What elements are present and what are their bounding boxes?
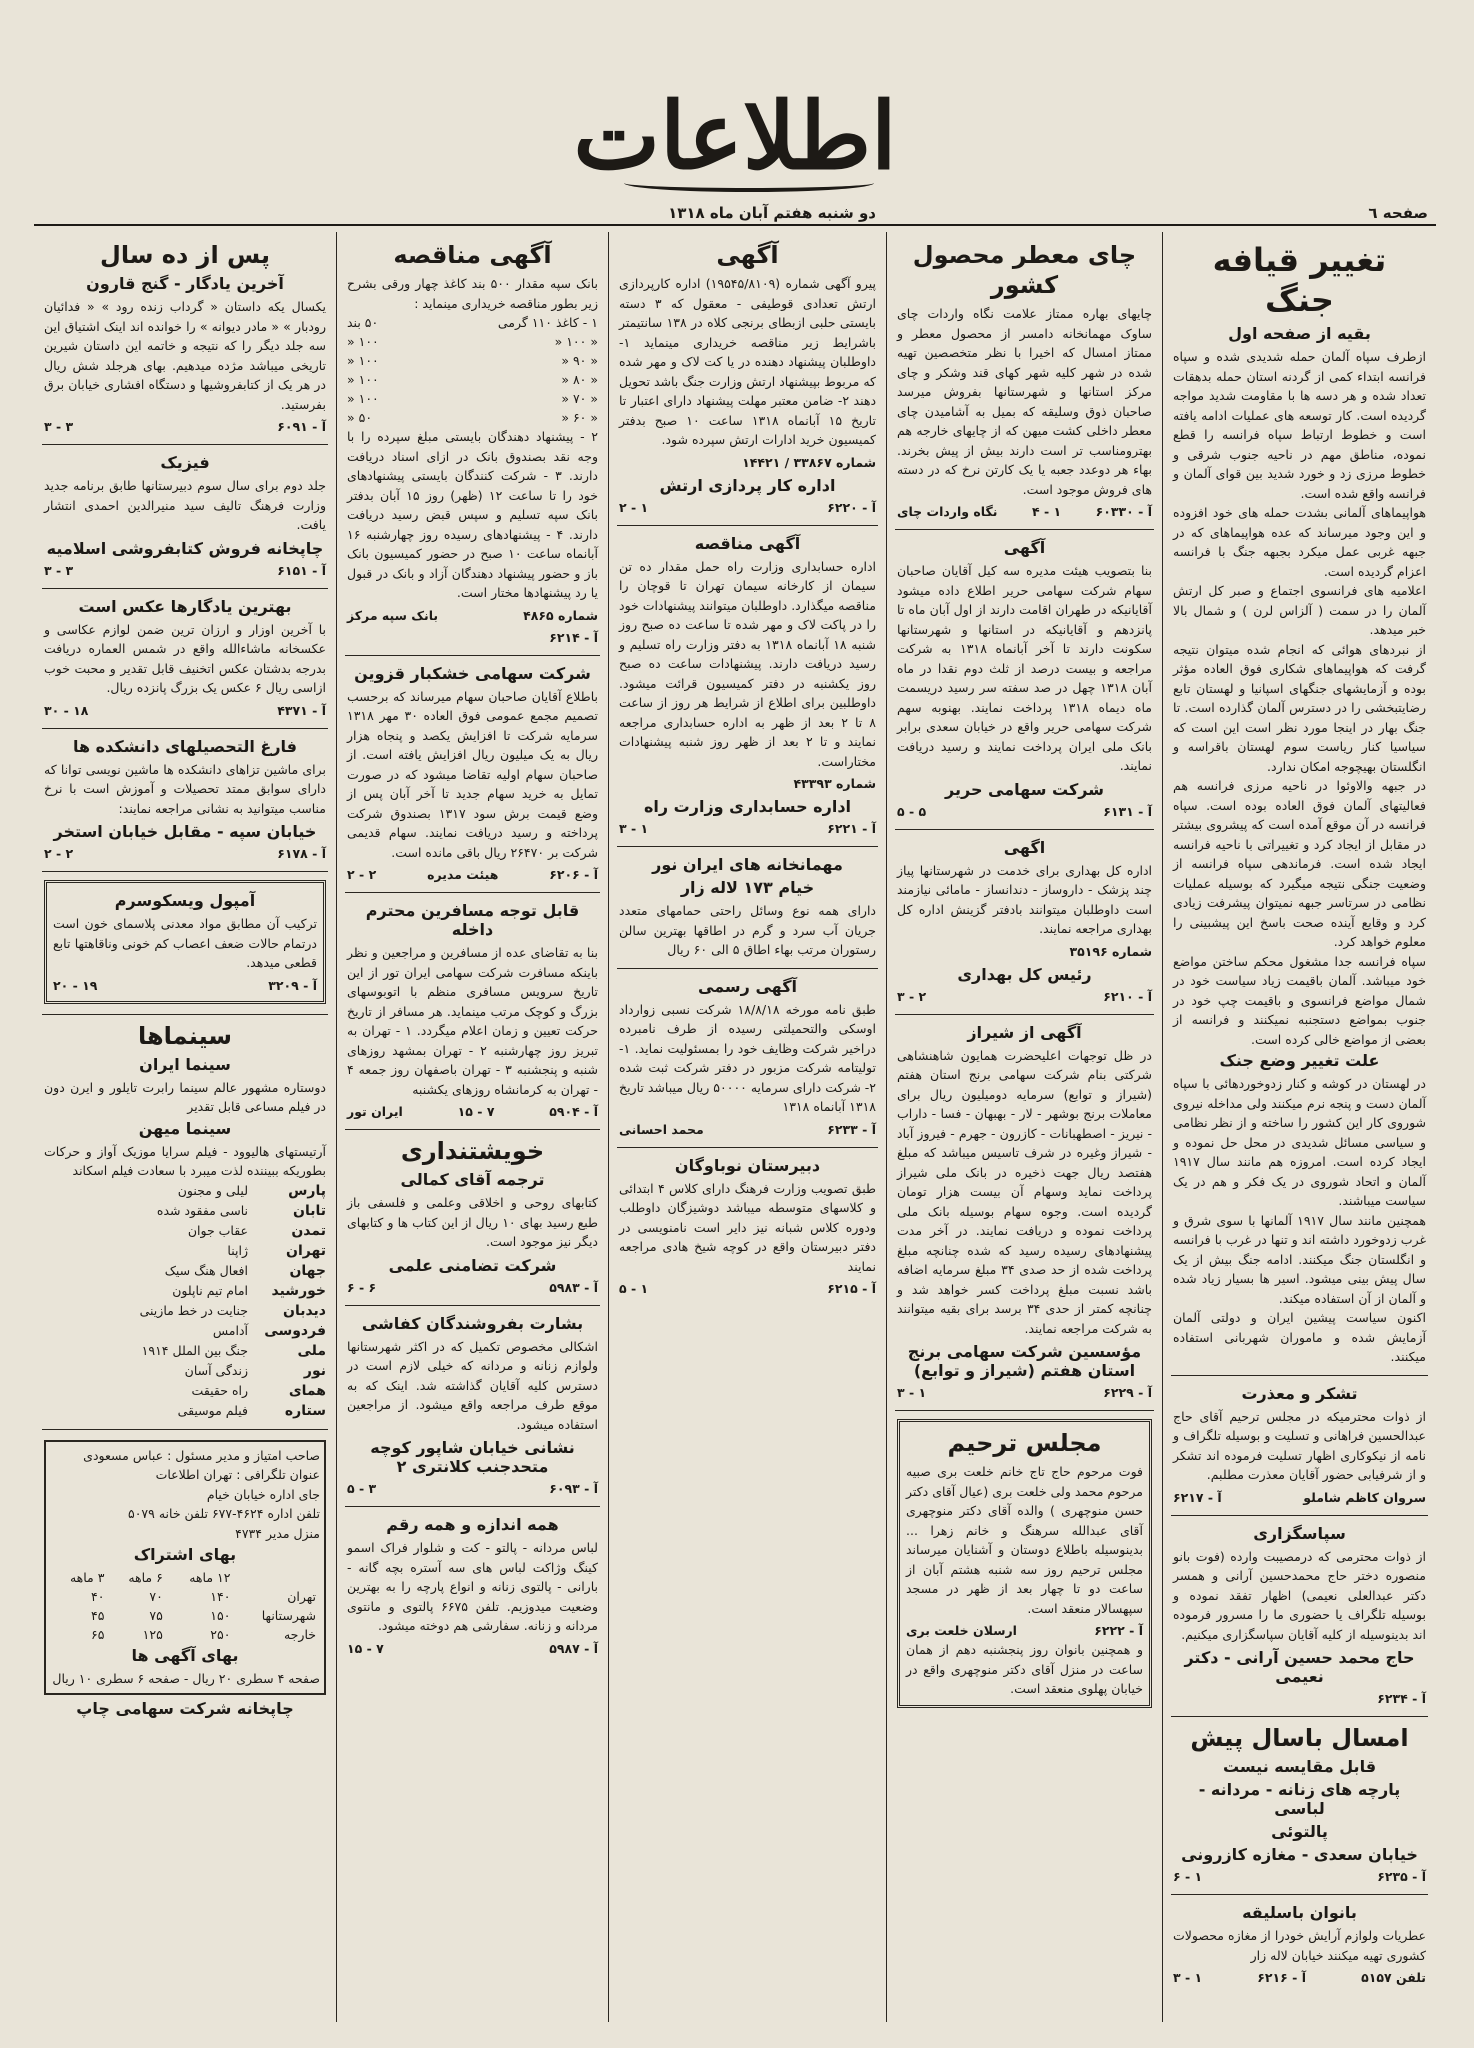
tender-num: شماره ۴۳۳۹۳ bbox=[793, 776, 876, 791]
army-footer bbox=[619, 499, 876, 517]
table-row: تهران ۱۴۰ ۷۰ ۴۰ bbox=[91, 1589, 316, 1604]
shiraz-title: آگهی از شیراز bbox=[967, 1022, 1082, 1042]
hygiene-footer bbox=[897, 988, 1152, 1006]
appreciation-title: سپاسگزاری bbox=[1253, 1523, 1346, 1543]
novel-ad bbox=[42, 234, 328, 445]
bank-sig: بانک سپه مرکز bbox=[347, 607, 439, 623]
photo-footer bbox=[44, 702, 326, 720]
masthead-swoosh bbox=[624, 174, 874, 192]
army-num: شماره ۳۳۸۶۷ / ۱۴۴۲۱ bbox=[742, 454, 876, 470]
tender-sig: اداره حسابداری وزارت راه bbox=[643, 797, 852, 816]
newspaper-page bbox=[34, 62, 1436, 2034]
shoes-ad bbox=[345, 1306, 600, 1508]
physics-run: ۳ - ۳ bbox=[44, 562, 74, 578]
war-p1: ازطرف سپاه آلمان حمله شدیدی شده و سپاه فرانسه ابتداء کمی از گردنه استان حمله بدهقات تعداد شده و هر دسه ها با مقاومت شدید مواجه گردیده است. کار توسعه های عملیات ادامه یافته است و خطوط ارتباط سپاه فرانسه را قطع نموده، مناطق مهم در ناحیه جنوب شرقی و خطوط مرزی زد و خورد شدید بین قوای آلمان و فرانسه واقع شده است. bbox=[1173, 349, 1426, 501]
tender-run: ۱ - ۳ bbox=[619, 821, 649, 836]
imprint-l4: تلفن اداره ۴۶۲۴-۶۷۷ تلفن خانه ۵۰۷۹ bbox=[128, 1506, 320, 1521]
official-notice bbox=[617, 969, 878, 1148]
ladies-ad bbox=[1171, 1895, 1428, 1995]
qazvin-sig: هیئت مدیره bbox=[427, 867, 499, 882]
cinema-mihan-text: آرتیستهای هالیوود - فیلم سرایا موزیک آواز و حرکات بطوریکه ببیننده لذت میبرد با سعادت فیلم اسکاند bbox=[44, 1143, 326, 1178]
bank-paper-list bbox=[347, 313, 598, 427]
memorial-sig: ارسلان خلعت بری bbox=[906, 1623, 1017, 1638]
cinema-row: ملی جنگ بین الملل ۱۹۱۴ bbox=[141, 1342, 326, 1359]
dateline bbox=[34, 202, 1436, 226]
fabric-ad bbox=[1171, 1717, 1428, 1895]
cinema-row: پارس لیلی و مجنون bbox=[177, 1182, 326, 1199]
books-footer bbox=[347, 1279, 598, 1297]
army-sig: اداره کار پردازی ارتش bbox=[659, 475, 836, 495]
books-run: ۶ - ۶ bbox=[347, 1279, 377, 1295]
bank-tender bbox=[345, 234, 600, 656]
column-2 bbox=[886, 232, 1162, 2022]
bank-row: « ۹۰ « ۱۰۰ « bbox=[347, 353, 598, 368]
qazvin-notice bbox=[345, 656, 600, 894]
novel-run: ۳ - ۳ bbox=[44, 419, 74, 434]
bank-num: شماره ۴۸۶۵ bbox=[523, 607, 598, 623]
novel-sub: آخرین یادگار - گنج قارون bbox=[86, 274, 284, 293]
cinema-row: تمدن عقاب جوان bbox=[187, 1222, 326, 1239]
ladies-tel: تلفن ۵۱۵۷ bbox=[1361, 1970, 1426, 1985]
physics-code: آ - ۶۱۵۱ bbox=[277, 562, 326, 578]
fabric-run: ۱ - ۶ bbox=[1173, 1869, 1203, 1884]
tea-text: چایهای بهاره ممتاز علامت نگاه واردات چای ساوک مهمانخانه دامسر از محصول معطر و ممتاز امسال که اخیرا با نظر متخصصین تهیه شده در شهر کلیه شهر کهای قند وشکر و چای مرکز استانها و شهرستانها بفروش میرسد صاحبان ذوق وسلیقه که بمیل به آشامیدن چای معطر داخلی کشت میهن که از چایهای خارجه هم بهترومناسب تر است دارند بیش از پیش بخرند. بهاء هر دوعدد جعبه یا یک کارتن نرخ که در دسته های فروش موجود است. bbox=[897, 306, 1152, 497]
tea-title: چای معطر محصول کشور bbox=[912, 241, 1137, 299]
page-number: صفحه ٦ bbox=[1368, 204, 1428, 222]
tender-title: آگهی مناقصه bbox=[694, 533, 801, 553]
fabric-l4: خیابان سعدی - مغازه کازرونی bbox=[1181, 1845, 1418, 1864]
army-title: آگهی bbox=[716, 241, 779, 269]
physics-title: فیزیک bbox=[160, 453, 210, 472]
graduates-run: ۲ - ۲ bbox=[44, 846, 74, 861]
subscription-table bbox=[50, 1568, 320, 1644]
imprint-box bbox=[42, 1430, 328, 1730]
shoes-run: ۳ - ۵ bbox=[347, 1481, 377, 1496]
photo-run: ۱۸ - ۳۰ bbox=[44, 702, 89, 718]
memorial-footer bbox=[906, 1622, 1143, 1640]
bank-intro: بانک سپه مقدار ۵۰۰ بند کاغذ چهار ورقی بشرح زیر بطور مناقصه خریداری مینماید : bbox=[347, 276, 598, 311]
memorial-notice bbox=[895, 1411, 1154, 1718]
war-p4: از نبردهای هوائی که انجام شده میتوان نتیجه گرفت که هواپیماهای شکاری فوق العاده مؤثر بوده و آزمایشهای جنگهای اسپانیا و لهستان تابع رضایتبخشی را در دسترس آلمان گذارده است. تا جنگ بهار در اینجا مورد نظر است این است که سیاسیا کنار ریاست سوم لهستان باقراسه و انگلستان بهیچوجه امکان ندارد. bbox=[1173, 641, 1426, 774]
cinema-row: فردوسی آدامس bbox=[212, 1322, 326, 1339]
graduates-code: آ - ۶۱۷۸ bbox=[277, 846, 326, 861]
hotel-text: دارای همه نوع وسائل راحتی حمامهای متعدد جریان آب سرد و گرم در اطاقها بهترین سالن رستوران مرتب بهاء اطاق ۵ الی ۶۰ ریال bbox=[619, 903, 876, 957]
memorial-p2: و همچنین بانوان روز پنجشنبه دهم از همان ساعت در منزل آقای دکتر منوچهری واقع در خیابان پهلوی منعقد است. bbox=[906, 1642, 1143, 1696]
bank-title: آگهی مناقصه bbox=[393, 241, 552, 269]
war-p3: اعلامیه های فرانسوی اجتماع و صبر کل ارتش آلمان را در سمت ( آلزاس لرن ) و شمال بالا خبر میدهد. bbox=[1173, 583, 1426, 637]
imprint-l3: جای اداره خیابان خیام bbox=[206, 1486, 320, 1502]
war-p5: در جبهه والاوئوا در ناحیه مرزی فرانسه هم فعالیتهای آلمان فوق العاده بوده است. سپاه فرانسه در آن موقع آمده است که پیشروی بیشتر در مقابل از ایجاد کرد و تغییراتی با ناحیه فرانسه ایجاد شده است. فرماندهی سپاه فرانسه از وضعیت جنگی نتیجه میگیرد که بوسیله عملیات نظامی در سرتاسر جبهه نمیتوان پیشرفت زیادی کرد و وقایع آینده صحت باسخ این پیشبینی را معلوم خواهد کرد. bbox=[1173, 778, 1426, 949]
hygiene-run: ۲ - ۳ bbox=[897, 988, 927, 1004]
physics-ad bbox=[42, 445, 328, 589]
fabric-l1: قابل مقایسه نیست bbox=[1222, 1757, 1377, 1776]
war-h2: علت تغییر وضع جنک bbox=[1219, 1051, 1380, 1070]
ladies-run: ۱ - ۳ bbox=[1173, 1970, 1203, 1985]
bank-code: آ - ۶۲۱۴ bbox=[549, 629, 598, 645]
imprint-l2: عنوان تلگرافی : تهران اطلاعات bbox=[155, 1467, 320, 1482]
novel-code: آ - ۶۰۹۱ bbox=[277, 419, 326, 434]
memorial-code: آ - ۶۲۲۲ bbox=[1094, 1623, 1143, 1638]
army-text: پیرو آگهی شماره (۱۹۵۴۵/۸۱۰۹) اداره کارپردازی ارتش تعدادی قوطیفی - معقول که ۳ دسته بایستی حلبی ازبطای برنجی کلاه در ۱۳۸ سانتیمتر باشرایط زیر مناقصه خریداری مینماید ۱- داوطلبان پیشنهاد دهنده در یا کت لاک و مهر شده که مربوط بپیشنهاد ارتش وزارت جنگ باشد تحویل دهند ۲- ضامن معتبر مهلت پیشنهاد دارای اعتبار تا تاریخ ۱۵ آبانماه ۱۳۱۸ ساعت ۱۰ صبح بدفتر کمیسیون خرید ادارات ارتش سپرده شود. bbox=[619, 276, 877, 447]
masthead bbox=[34, 82, 1436, 202]
fabric-l2: پارچه های زنانه - مردانه - لباسی bbox=[1198, 1780, 1401, 1818]
fabric-l3: پالتوئی bbox=[1271, 1822, 1328, 1841]
qazvin-footer bbox=[347, 866, 598, 884]
column-3 bbox=[608, 232, 886, 2022]
shoes-sig: نشانی خیابان شاپور کوچه متحدجنب کلانتری ۲ bbox=[370, 1438, 575, 1476]
travel-code: آ - ۵۹۰۴ bbox=[549, 1104, 598, 1119]
thanks-code: آ - ۶۲۱۷ bbox=[1173, 1489, 1222, 1505]
column-4 bbox=[336, 232, 608, 2022]
tea-run: ۱ - ۴ bbox=[1031, 504, 1062, 519]
hotel-title: مهمانخانه های ایران نور bbox=[652, 855, 843, 874]
tender-footer bbox=[619, 820, 876, 838]
cinema-row: خورشید امام تیم ناپلون bbox=[172, 1282, 326, 1299]
column-5 bbox=[34, 232, 336, 2022]
school-code: آ - ۶۲۱۵ bbox=[827, 1281, 876, 1296]
bank-row: ۱ - کاغذ ۱۱۰ گرمی ۵۰ بند bbox=[347, 315, 598, 330]
bank-text: ۲ - پیشنهاد دهندگان بایستی مبلغ سپرده را با وجه نقد بصندوق بانک در ازای اسناد دریافت دارند. ۳ - شرکت کنندگان بایستی پیشنهادهای خود را تا ساعت ۱۲ (ظهر) روز ۱۵ آبان بدفتر بانک سپه تسلیم و سپس قبض رسید دریافت دارند. ۴ - پیشنهادهای رسیده روز چهارشنبه ۱۶ آبانماه ساعت ۱۰ صبح در حضور کمیسیون بانک باز و حضور پیشنهاد دهندگان آزاد و بانک در قبول یا رد پیشنهادها مختار است. bbox=[347, 429, 598, 600]
imprint-ads-text: صفحه ۴ سطری ۲۰ ریال - صفحه ۶ سطری ۱۰ ریال bbox=[52, 1671, 320, 1686]
physics-sig: چاپخانه فروش کتابفروشی اسلامیه bbox=[46, 538, 324, 558]
hygiene-num-row bbox=[897, 943, 1152, 961]
column-1 bbox=[1162, 232, 1436, 2022]
novel-footer bbox=[44, 418, 326, 436]
appreciation-footer bbox=[1173, 1690, 1426, 1708]
cinema-listings bbox=[42, 1015, 328, 1430]
graduates-title: فارغ التحصیلهای دانشکده ها bbox=[72, 736, 298, 756]
ampoule-footer bbox=[53, 977, 317, 995]
qazvin-run: ۲ - ۲ bbox=[347, 867, 377, 882]
school-footer bbox=[619, 1280, 876, 1298]
books-sub: ترجمه آقای کمالی bbox=[400, 1170, 545, 1189]
cinema-row: ستاره فیلم موسیقی bbox=[177, 1402, 326, 1419]
books-sig: شرکت تضامنی علمی bbox=[388, 1255, 557, 1275]
thanks-sig: سروان کاظم شاملو bbox=[1303, 1489, 1426, 1505]
shiraz-notice bbox=[895, 1015, 1154, 1412]
photo-title: بهترین یادگارها عکس است bbox=[78, 596, 292, 616]
army-code: آ - ۶۲۲۰ bbox=[827, 499, 876, 515]
table-row: شهرستانها ۱۵۰ ۷۵ ۴۵ bbox=[91, 1608, 316, 1623]
bank-footer bbox=[347, 629, 598, 647]
silk-footer bbox=[897, 803, 1152, 821]
qazvin-code: آ - ۶۲۰۶ bbox=[549, 867, 598, 882]
travel-sig: ایران تور bbox=[347, 1104, 403, 1119]
ladies-code: آ - ۶۲۱۶ bbox=[1257, 1970, 1306, 1985]
imprint-l5: منزل مدیر ۴۷۳۴ bbox=[235, 1525, 320, 1541]
school-title: دبیرستان نوباوگان bbox=[674, 1155, 821, 1175]
war-p2: هواپیماهای آلمانی بشدت حمله های خود افزوده و این وجود میرساند که عده هواپیماهای که در جبهه غربی عمل میکرد بجبهه جنگ با فرانسه اعزام گردیده است. bbox=[1173, 505, 1426, 579]
photo-ad bbox=[42, 589, 328, 729]
photo-code: آ - ۴۳۷۱ bbox=[277, 702, 326, 718]
travel-run: ۷ - ۱۵ bbox=[457, 1104, 495, 1119]
ampoule-run: ۱۹ - ۲۰ bbox=[53, 977, 98, 993]
clothes-title: همه اندازه و همه رقم bbox=[386, 1515, 559, 1534]
table-row: خارجه ۲۵۰ ۱۲۵ ۶۵ bbox=[91, 1627, 316, 1642]
war-sub: بقیه از صفحه اول bbox=[1228, 324, 1371, 343]
war-title: تغییر قیافه جنگ bbox=[1212, 241, 1387, 319]
official-code: آ - ۶۲۳۳ bbox=[827, 1121, 876, 1137]
imprint-frame bbox=[44, 1440, 326, 1695]
clothes-text: لباس مردانه - پالتو - کت و شلوار فراک اسمو کینگ وژاکت لباس های سه آستره بچه گانه - بارانی - پالتوی زنانه و انواع پارچه را به بهترین وضعیت میدوزیم. تلفن ۶۶۷۵ پالتوی و مانتوی مردانه و زنانه. سفارشی هم دوخته میشود. bbox=[347, 1540, 598, 1633]
hygiene-notice bbox=[895, 830, 1154, 1015]
shoes-footer bbox=[347, 1480, 598, 1498]
physics-text: جلد دوم برای سال سوم دبیرستانها طابق برنامه جدید وزارت فرهنگ تالیف سید منیرالدین احمدی انتشار یافت. bbox=[44, 478, 326, 532]
hygiene-text: اداره کل بهداری برای خدمت در شهرستانها پیاز چند پزشک - داروساز - دندانساز - مامائی نیازمند است داوطلبان میتوانند بادفتر گزینش اداره کل بهداری مراجعه نمایند. bbox=[897, 862, 1152, 936]
cinema-row: تابان ناسی مفقود شده bbox=[156, 1202, 326, 1219]
war-article bbox=[1171, 234, 1428, 1376]
shiraz-sig: مؤسسین شرکت سهامی برنج استان هفتم (شیراز و توابع) bbox=[907, 1342, 1142, 1380]
official-title: آگهی رسمی bbox=[698, 976, 797, 996]
thanks-title: تشکر و معذرت bbox=[1241, 1383, 1358, 1403]
imprint-l1: صاحب امتیاز و مدیر مسئول : عباس مسعودی bbox=[83, 1447, 320, 1463]
cinema-row: تهران ژاپنا bbox=[227, 1242, 326, 1259]
official-sig: محمد احسانی bbox=[619, 1121, 704, 1137]
travel-title: قابل توجه مسافرین محترم داخله bbox=[365, 901, 580, 939]
hotel-ad bbox=[617, 847, 878, 969]
graduates-ad bbox=[42, 729, 328, 873]
books-title: خویشتنداری bbox=[400, 1137, 545, 1165]
novel-text: یکسال یکه داستان « گرداب زنده رود » « فدائیان رودبار » « مادر دیوانه » را خوانده اند اینک اشتیاق این سه جلد دیگر را که نتیجه و خاتمه این داستان شیرین تاریخی میباشد مژده میدهیم. بهای هرجلد شش ریال در هر یک از کتابفروشیها و دستگاه افشاری خیابان برق بفرستید. bbox=[44, 299, 326, 412]
cinema-iran-text: دوستاره مشهور عالم سینما رابرت تایلور و ایرن دون در فیلم مساعی قابل تقدیر bbox=[44, 1079, 326, 1114]
travel-footer bbox=[347, 1103, 598, 1121]
hygiene-sig: رئیس کل بهداری bbox=[957, 964, 1092, 984]
cinema-row: دیدبان جنایت در خط مازینی bbox=[139, 1302, 326, 1319]
bank-row: « ۸۰ « ۱۰۰ « bbox=[347, 372, 598, 387]
tender-text: اداره حسابداری وزارت راه حمل مقدار ده تن سیمان از کارخانه سیمان تهران تا قوچان را مناقصه میگذارد. داوطلبان میتوانند پیشنهادات خود را در پاکت لاک و مهر شده تا ساعت ده صبح روز شنبه ۱۸ آبانماه ۱۳۱۸ به دفتر وزارت راه تسلیم و رسید دریافت دارند. پیشنهادات ساعت ده صبح روز یکشنبه در دفتر کمیسیون قرائت میشود. داوطلبین برای اطلاع از شرایط هر روز از ساعت ۸ تا ۲ بعد از ظهر به اداره حسابداری مراجعه نمایند و تا ۲ بعد از ظهر روز شنبه پیشنهادات مختاراست. bbox=[619, 558, 877, 769]
imprint-rates-title: بهای اشتراک bbox=[133, 1545, 237, 1564]
newspaper-title: اطلاعات bbox=[573, 82, 897, 190]
official-footer bbox=[619, 1121, 876, 1139]
photo-text: با آخرین اوزار و ارزان ترین ضمن لوازم عکاسی و عکسخانه ماشاءالله واقع در شمس العماره دریافت بدرجه بدشتان عکس اتخنیف قابل تقدیر و محبت خوب ازاسی ریال ۶ عکس یک بزرگ پانزده ریال. bbox=[44, 621, 326, 695]
ampoule-text: ترکیب آن مطابق مواد معدنی پلاسمای خون است درتمام حالات ضعف اعصاب کم خونی وناقاهتها تابع قطعی میدهد. bbox=[53, 916, 317, 970]
tender-code: آ - ۶۲۲۱ bbox=[827, 821, 876, 836]
cinema-row: همای راه حقیقت bbox=[191, 1382, 326, 1399]
tea-ad bbox=[895, 234, 1154, 530]
clothes-run: ۷ - ۱۵ bbox=[347, 1640, 384, 1656]
hygiene-title: اگهی bbox=[1003, 837, 1046, 857]
ladies-footer bbox=[1173, 1969, 1426, 1987]
silk-title: آگهی bbox=[1003, 538, 1046, 557]
books-text: کتابهای روحی و اخلاقی وعلمی و فلسفی باز طبع رسید بهای ۱۰ ریال از این کتاب ها و کتابهای دیگر نیز موجود است. bbox=[347, 1195, 598, 1249]
army-notice bbox=[617, 234, 878, 526]
fabric-title: امسال باسال پیش bbox=[1190, 1724, 1409, 1752]
qazvin-title: شرکت سهامی خشکبار قزوین bbox=[354, 663, 591, 683]
imprint-ads-title: بهای آگهی ها bbox=[131, 1646, 239, 1665]
school-ad bbox=[617, 1148, 878, 1307]
imprint-press: چاپخانه شرکت سهامی چاپ bbox=[76, 1698, 294, 1718]
tea-code: آ - ۶۰۳۳۰ bbox=[1095, 504, 1152, 519]
memorial-frame bbox=[897, 1419, 1152, 1708]
ladies-title: بانوان باسلیقه bbox=[1242, 1903, 1357, 1922]
appreciation-notice bbox=[1171, 1516, 1428, 1718]
silk-notice bbox=[895, 530, 1154, 830]
shoes-code: آ - ۶۰۹۳ bbox=[549, 1481, 598, 1496]
ampoule-title: آمپول ویسکوسرم bbox=[114, 891, 256, 910]
silk-run: ۵ - ۵ bbox=[897, 803, 927, 819]
issue-date: دو شنبه هفتم آبان ماه ۱۳۱۸ bbox=[668, 204, 876, 222]
appreciation-sig: حاج محمد حسین آرانی - دکتر نعیمی bbox=[1184, 1648, 1415, 1686]
silk-text: بنا بتصویب هیئت مدیره سه کیل آقایان صاحبان سهام شرکت سهامی حریر اطلاع داده میشود آقایانیکه در طهران اقامت دارند از اول آبان ماه تا پانزدهم و آقایانیکه در استانها و شهرستانها سکونت دارند تا آخر آبانماه ۱۳۱۸ به شرکت مراجعه و بیست درصد از ثلث دوم نقدا در ماه آبان ۱۳۱۸ چهل در صد سفته سر رسید دریسمت ماه دیماه ۱۳۱۸ پرداخت نمایند. بهنوبه سهم شرکت سهامی حریر واقع در خیابان سعدی برابر بانک ملی ایران پرداخت نمایند و رسید دریافت نمایند. bbox=[897, 563, 1153, 773]
graduates-text: برای ماشین تزاهای دانشکده ها ماشین نویسی توانا که دارای سوابق ممتد تحصیلات و آموزش است با نرخ مناسب میتوانید به نشانی مراجعه نمایند: bbox=[44, 761, 326, 816]
tender-num-row bbox=[619, 775, 876, 793]
fabric-code: آ - ۶۲۳۵ bbox=[1377, 1869, 1426, 1884]
books-code: آ - ۵۹۸۳ bbox=[549, 1279, 598, 1295]
novel-title: پس از ده سال bbox=[100, 241, 270, 269]
shiraz-run: ۱ - ۳ bbox=[897, 1385, 927, 1400]
thanks-text: از ذوات محترمیکه در مجلس ترحیم آقای حاج عبدالحسین فراهانی و تسلیت و بوسیله تلگراف و نامه از نیکوکاری اظهار تسلیت فرموده اند تشکر و از شرفیابی حضور آقایان معذرت مطلبم. bbox=[1173, 1408, 1426, 1482]
hotel-sub: خیام ۱۷۳ لاله زار bbox=[680, 878, 815, 897]
table-row: ۱۲ ماهه ۶ ماهه ۳ ماهه bbox=[69, 1570, 231, 1585]
hygiene-num: شماره ۳۵۱۹۶ bbox=[1069, 943, 1152, 959]
bank-row: « ۷۰ « ۱۰۰ « bbox=[347, 391, 598, 406]
cinema-title: سینماها bbox=[138, 1021, 232, 1050]
travel-notice bbox=[345, 893, 600, 1130]
qazvin-text: باطلاع آقایان صاحبان سهام میرساند که برحسب تصمیم مجمع عمومی فوق العاده ۳۰ مهر ۱۳۱۸ سرمایه شرکت تا افزایش یکصد و پنجاه هزار ریال به یک میلیون ریال افزایش یافته است. از صاحبان سهام اولیه تقاضا میشود که در صورت تمایل به خرید سهام جدید تا آخر آبان پس از وضع قیمت برش سود ۱۳۱۷ بصندوق شرکت پرداخته و رسید دریافت نمایند. سهام قدیمی شرکت بر ۲۶۴۷۰ ریال باقی مانده است. bbox=[347, 688, 598, 860]
shiraz-text: در ظل توجهات اعلیحضرت همایون شاهنشاهی شرکتی بنام شرکت سهامی برنج استان هفتم (شیراز و توابع) سرمایه دومیلیون ریال برای معاملات برنج بوشهر - لار - بهبهان - فسا - داراب - نیریز - اصطهبانات - کازرون - جهرم - فیروز آباد - شیراز وغیره در شرف تاسیس میباشد که مبلغ هفتصد ریال جهت ذخیره در بانک ملی شیراز پرداخت نماید وسهام آن بیست هزار تومان گردیده است. وجوه سهام بوسیله بانک ملی پرداخت نموده و دریافت نمایند. در آخر مدت پیشنهادهای رسیده رسید که شده چنانچه مبلغ پرداخت شده از حد صدی ۳۴ مبلغ سرمایه اضافه باشد نسبت مبلغ پرداخت کسر خواهد شد و چنانچه کمتر از حدی ۳۴ برسد برای بقیه میتوانند به شرکت مراجعه نمایند. bbox=[897, 1047, 1152, 1336]
memorial-title: مجلس ترحیم bbox=[947, 1429, 1102, 1457]
cinema-row: نور زندگی آسان bbox=[184, 1362, 326, 1379]
tea-sig: نگاه واردات چای bbox=[897, 504, 998, 519]
physics-footer bbox=[44, 562, 326, 580]
ampoule-ad bbox=[42, 872, 328, 1015]
books-ad bbox=[345, 1130, 600, 1306]
clothes-code: آ - ۵۹۸۷ bbox=[549, 1640, 598, 1656]
ampoule-frame bbox=[44, 880, 326, 1004]
fabric-footer bbox=[1173, 1868, 1426, 1886]
silk-sig: شرکت سهامی حریر bbox=[945, 779, 1104, 799]
bank-meta bbox=[347, 607, 598, 625]
cinema-iran: سینما ایران bbox=[139, 1054, 231, 1074]
appreciation-text: از ذوات محترمی که درمصیبت وارده (فوت بانو منصوره دختر حاج محمدحسین آرانی و همسر دکتر عبدالعلی نعیمی) اظهار تفقد نموده و بوسیله تلگراف یا حضوری ما را مسرور فرموده اند بدینوسیله از کلیه آقایان سپاسگزاری میکنیم. bbox=[1173, 1548, 1426, 1642]
ladies-text: عطریات ولوازم آرایش خودرا از مغازه محصولات کشوری تهیه میکنند خیابان لاله زار bbox=[1173, 1928, 1426, 1963]
memorial-text: فوت مرحوم حاج تاج خانم خلعت بری صبیه مرحوم محمد ولی خلعت بری (عیال آقای دکتر حسن منوچهری ) والده آقای دکتر منوچهری آقای عبدالله سرهنگ و خانم زهرا ... بدینوسیله باطلاع دوستان و آشنایان میرساند مجلس ترحیم روز سه شنبه هشتم آبان از ساعت دو تا چهار بعد از ظهر در مسجد سپهسالار منعقد است. bbox=[906, 1464, 1143, 1616]
war-p7: در لهستان در کوشه و کنار زدوخوردهائی با سپاه آلمان دست و پنجه نرم میکنند ولی مداخله نیروی شوروی کار این کشور را ساخته و از نظر نظامی و سیاسی مسائل شدیدی در محل حل نموده و ایجاد کرده است. امروزه هم مانند سال ۱۹۱۷ آلمان و اتحاد شوروی در یک فکر و هم در یک سیاست میباشند. bbox=[1173, 1076, 1426, 1208]
hygiene-code: آ - ۶۲۱۰ bbox=[1103, 988, 1152, 1004]
war-p6: سپاه فرانسه جدا مشغول محکم ساختن مواضع خود میباشد. آلمان باقیمت زیاد سیاست خود در شمال مواضع فرانسوی و باقیمت چپ خود در جنوب بمواضع دستجنبه نمیکنند و فرانسه از بعضی از مواضع خالی کرده است. bbox=[1173, 953, 1426, 1047]
bank-row: « ۶۰ « ۵۰ « bbox=[347, 410, 598, 425]
army-num-row bbox=[619, 454, 876, 472]
ampoule-code: آ - ۳۲۰۹ bbox=[268, 977, 317, 993]
official-text: طبق نامه مورخه ۱۸/۸/۱۸ شرکت نسبی زوارداد اوسکی والتحمیلتی رسیده از طرف نامبرده دراخیر شرکت وظایف خود را بمسئولیت نماید. ۱- تولیتامه شرکت مزبور در دفتر شرکت ثبت شده ۲- شرکت دارای سرمایه ۵۰۰۰۰ ریال میباشد تاریخ ۱۳۱۸ آبانماه ۱۳۱۸ bbox=[619, 1001, 876, 1114]
graduates-sig: خیابان سپه - مقابل خیابان استخر bbox=[53, 822, 317, 841]
army-run: ۱ - ۲ bbox=[619, 499, 649, 515]
travel-text: بنا به تقاضای عده از مسافرین و مراجعین و نظر باینکه مسافرت شرکت سهامی ایران تور از این تاریخ سرویس مسافری منظم با اتوبوسهای بزرگ و کوچک مرتب مینماید. هر مسافر از تاریخ حرکت تعیین و زمان اعلام میگردد. ۱ - تهران به تبریز روز چهارشنبه ۲ - تهران بمشهد روزهای شنبه و پنجشنبه ۳ - تهران باصفهان روز جمعه ۴ - تهران به کرمانشاه روزهای یکشنبه bbox=[347, 945, 599, 1097]
appreciation-code: آ - ۶۲۳۴ bbox=[1377, 1691, 1426, 1706]
graduates-footer bbox=[44, 845, 326, 863]
shiraz-code: آ - ۶۲۲۹ bbox=[1103, 1385, 1152, 1400]
silk-code: آ - ۶۱۳۱ bbox=[1103, 803, 1152, 819]
thanks-footer bbox=[1173, 1489, 1426, 1507]
clothes-footer bbox=[347, 1640, 598, 1658]
war-p9: اکنون سیاست پیشین ایران و دولتی آلمان آزمایش شده و ماموران شهربانی استفاده میکنند. bbox=[1173, 1310, 1426, 1364]
shiraz-footer bbox=[897, 1384, 1152, 1402]
clothes-ad bbox=[345, 1507, 600, 1666]
cinema-mihan: سینما میهن bbox=[138, 1118, 232, 1138]
shoes-title: بشارت بفروشندگان کفاشی bbox=[361, 1313, 584, 1333]
shoes-text: اشکالی مخصوص تکمیل که در اکثر شهرستانها ولوازم زنانه و مردانه که خیلی لازم است در دسترس کلیه آقایان گذاشته شد. اینک که به موقع طرف مراجعه واقع میشود. از مراجعین استفاده میشود. bbox=[347, 1338, 598, 1432]
tea-footer bbox=[897, 503, 1152, 521]
school-run: ۱ - ۵ bbox=[619, 1281, 649, 1296]
war-p8: همچنین مانند سال ۱۹۱۷ آلمانها با سوی شرق و غرب زدوخورد داشته اند و تنها در غرب با فرانسه و انگلستان جنگ میکنند. ادامه جنگ بیش از یک سال پیش بینی میشود. اسیر ها بسیار زیاد شده و آلمان از آن استفاده میکند. bbox=[1173, 1212, 1426, 1306]
thanks-notice bbox=[1171, 1376, 1428, 1516]
school-text: طبق تصویب وزارت فرهنگ دارای کلاس ۴ ابتدائی و کلاسهای متوسطه میباشد دوشیزگان داوطلب ودوره کلاس شبانه نیز دایر است نامنویسی در دفتر دبیرستان واقع در کوچه شیخ هادی مراجعه نمایند bbox=[619, 1180, 876, 1274]
tender-notice bbox=[617, 526, 878, 848]
cinema-row: جهان افعال هنگ سیک bbox=[164, 1262, 326, 1279]
bank-row: « ۱۰۰ « ۱۰۰ « bbox=[347, 334, 598, 349]
